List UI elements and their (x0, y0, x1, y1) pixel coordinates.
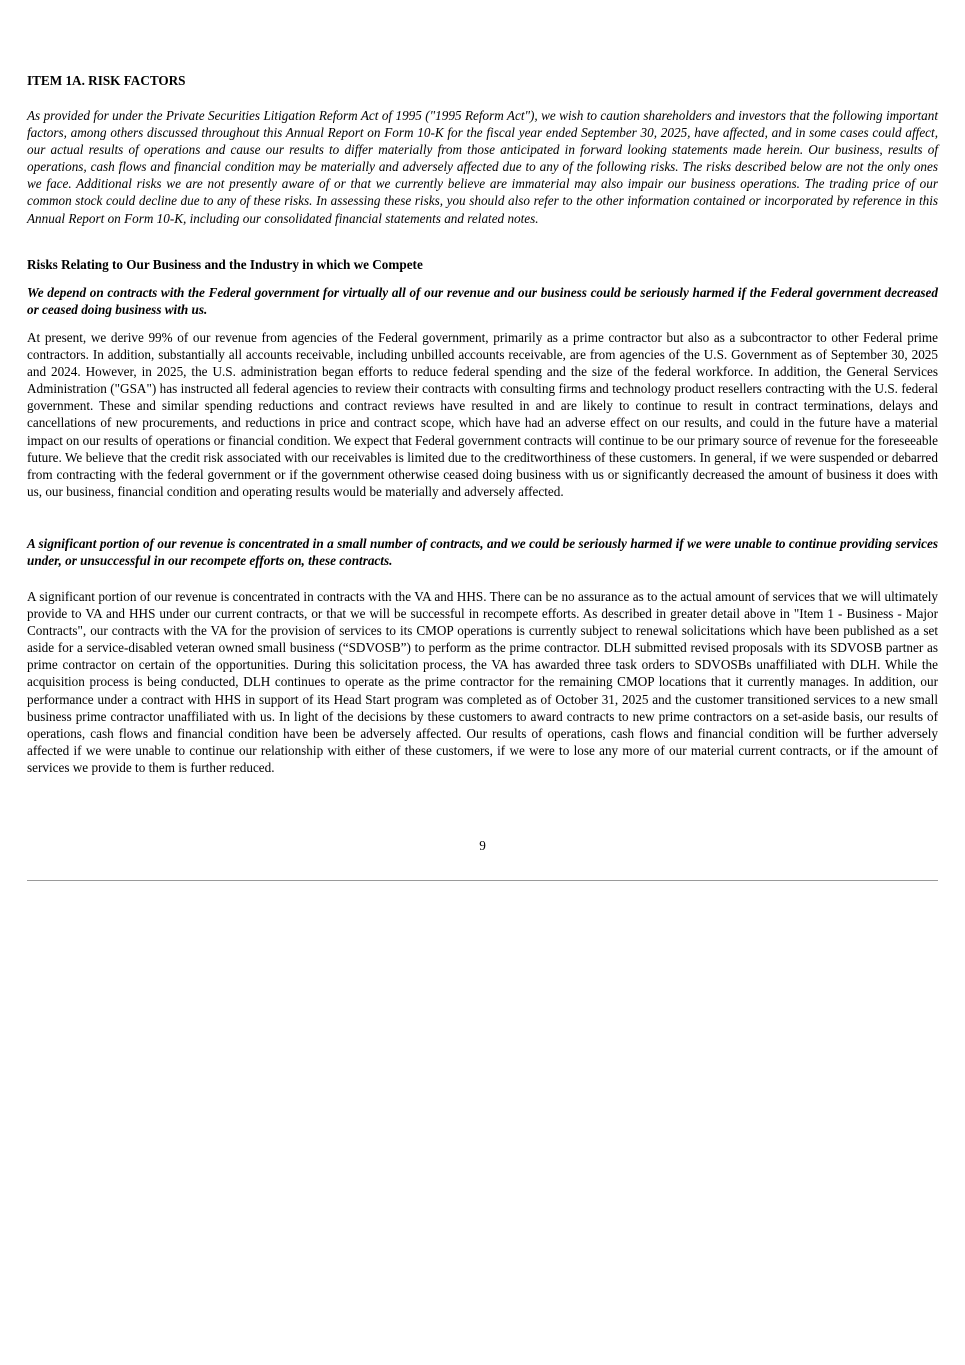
section-heading: Risks Relating to Our Business and the Industry in which we Compete (27, 257, 423, 272)
intro-paragraph: As provided for under the Private Securities Litigation Reform Act of 1995 ("1995 Reform Act"), we wish to caution shareholders and investors that the following important factors, among others discussed throughout this Annual Report on Form 10-K for the fiscal year ended September 30, 2025, have affected, and in some cases could affect, our actual results of operations and cause our results to differ materially from those anticipated in forward looking statements made herein. Our business, results of operations, cash flows and financial condition may be materially and adversely affected due to any of the following risks. The risks described below are not the only ones we face. Additional risks we are not presently aware of or that we currently believe are immaterial may also impair our business operations. The trading price of our common stock could decline due to any of these risks. In assessing these risks, you should also refer to the other information contained or incorporated by reference in this Annual Report on Form 10-K, including our consolidated financial statements and related notes. (27, 108, 938, 226)
risk-federal-dependence-heading: We depend on contracts with the Federal government for virtually all of our revenue and our business could be seriously harmed if the Federal government decreased or ceased doing business with us. (27, 285, 938, 318)
page-divider (27, 880, 938, 881)
page-number: 9 (479, 838, 486, 853)
risk-federal-dependence-body: At present, we derive 99% of our revenue from agencies of the Federal government, primarily as a prime contractor but also as a subcontractor to other Federal prime contractors. In addition, substantially all accounts receivable, including unbilled accounts receivable, are from agencies of the U.S. Government as of September 30, 2025 and 2024. However, in 2025, the U.S. administration began efforts to reduce federal spending and the size of the federal workforce. In addition, the General Services Administration ("GSA") has instructed all federal agencies to review their contracts with consulting firms and technology product resellers contracting with the U.S. federal government. These and similar spending reductions and contract reviews have resulted in and are likely to continue to result in contract terminations, delays and cancellations of new procurements, and reductions in price and contract scope, which have had an adverse effect on our results, and could in the future have a material impact on our results of operations or financial condition. We expect that Federal government contracts will continue to be our primary source of revenue for the foreseeable future. We believe that the credit risk associated with our receivables is limited due to the creditworthiness of these customers. In general, if we were suspended or debarred from contracting with the federal government or if the government otherwise ceased doing business with us or significantly decreased the amount of business it does with us, our business, financial condition and operating results would be materially and adversely affected. (27, 330, 938, 499)
risk-contract-concentration-heading: A significant portion of our revenue is concentrated in a small number of contracts, and we could be seriously harmed if we were unable to continue providing services under, or unsuccessful in our recompete efforts on, these contracts. (27, 536, 938, 569)
item-heading: ITEM 1A. RISK FACTORS (27, 73, 186, 88)
risk-contract-concentration-body: A significant portion of our revenue is concentrated in contracts with the VA and HHS. There can be no assurance as to the actual amount of services that we will ultimately provide to VA and HHS under our current contracts, or that we will be successful in recompete efforts. As described in greater detail above in "Item 1 - Business - Major Contracts", our contracts with the VA for the provision of services to its CMOP operations is currently subject to renewal solicitations which have been published as a set aside for a service-disabled veteran owned small business (“SDVOSB”) to perform as the prime contractor. DLH submitted revised proposals with its SDVOSB partner as prime contractor on certain of the opportunities. During this solicitation process, the VA has awarded three task orders to SDVOSBs unaffiliated with DLH. While the acquisition process is being conducted, DLH continues to operate as the prime contractor for the remaining CMOP locations that it currently manages. In addition, our performance under a contract with HHS in support of its Head Start program was completed as of October 31, 2025 and the customer transitioned services to a new small business prime contractor unaffiliated with us. In light of the decisions by these customers to award contracts to new prime contractors on a set-aside basis, our results of operations, cash flows and financial condition have been be adversely affected. Our results of operations, cash flows and financial condition will be further adversely affected if we were unable to continue our relationship with either of these customers, if we were to lose any more of our material current contracts, or if the amount of services we provide to them is further reduced. (27, 589, 938, 775)
